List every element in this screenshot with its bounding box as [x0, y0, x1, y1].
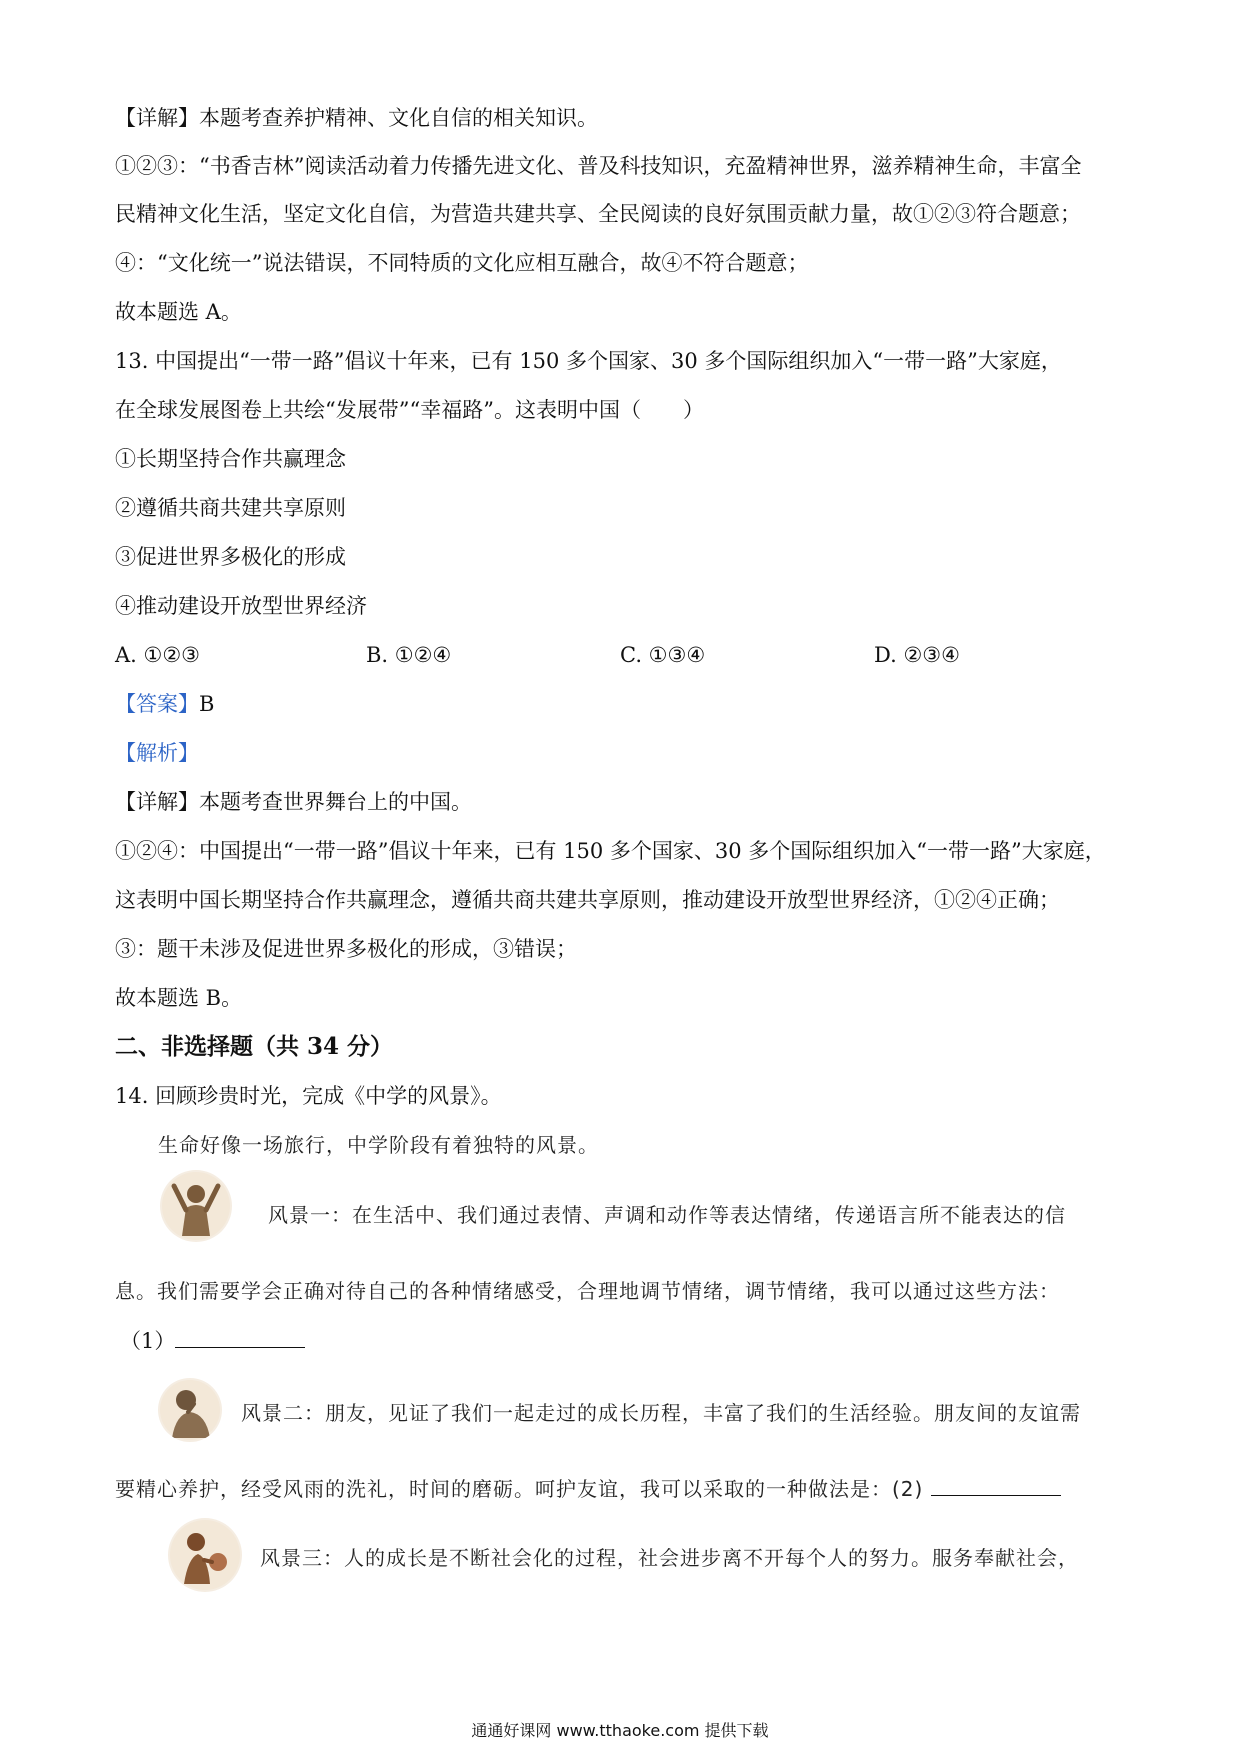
conclusion-line: 故本题选 B。: [115, 986, 243, 1010]
detail-line: ①②④：中国提出“一带一路”倡议十年来，已有 150 多个国家、30 多个国际组织加入“一带一路”大家庭，: [115, 839, 1106, 863]
explanation-line: ①②③：“书香吉林”阅读活动着力传播先进文化、普及科技知识，充盈精神世界，滋养精神生命，丰富全: [115, 154, 1082, 178]
answer-line: [115, 689, 214, 719]
scene-one-illustration: [160, 1170, 232, 1242]
option-c: C. ①③④: [620, 643, 706, 667]
scene-one-text: 风景一：在生活中、我们通过表情、声调和动作等表达情绪，传递语言所不能表达的信: [268, 1203, 1066, 1227]
page-footer: 通通好课网 www.tthaoke.com 提供下载: [471, 1721, 769, 1740]
scene-three-text: 风景三：人的成长是不断社会化的过程，社会进步离不开每个人的努力。服务奉献社会，: [260, 1546, 1079, 1570]
question-13-item: ④推动建设开放型世界经济: [115, 594, 367, 618]
scene-two-prompt: 要精心养护，经受风雨的洗礼，时间的磨砺。呵护友谊，我可以采取的一种做法是：(2): [115, 1477, 924, 1501]
question-14-stem: 14. 回顾珍贵时光，完成《中学的风景》。: [115, 1084, 502, 1108]
scene-two-text: [115, 1473, 1061, 1504]
detail-line: 【详解】本题考查养护精神、文化自信的相关知识。: [115, 106, 598, 130]
question-13-stem: 13. 中国提出“一带一路”倡议十年来，已有 150 多个国家、30 多个国际组织加入“一带一路”大家庭，: [115, 349, 1062, 373]
detail-line: 这表明中国长期坚持合作共赢理念，遵循共商共建共享原则，推动建设开放型世界经济，①②④正确；: [115, 888, 1060, 912]
blank-1-label: （1）: [120, 1329, 176, 1353]
question-13-item: ③促进世界多极化的形成: [115, 545, 346, 569]
analysis-label: 【解析】: [115, 741, 199, 765]
scene-intro: 生命好像一场旅行，中学阶段有着独特的风景。: [158, 1133, 599, 1157]
option-b: B. ①②④: [366, 643, 452, 667]
blank-2-line: [931, 1473, 1061, 1496]
detail-line: ③：题干未涉及促进世界多极化的形成，③错误；: [115, 937, 577, 961]
question-13-item: ①长期坚持合作共赢理念: [115, 447, 346, 471]
detail-line: 【详解】本题考查世界舞台上的中国。: [115, 790, 472, 814]
explanation-line: ④：“文化统一”说法错误，不同特质的文化应相互融合，故④不符合题意；: [115, 251, 809, 275]
conclusion-line: 故本题选 A。: [115, 300, 242, 324]
option-d: D. ②③④: [874, 643, 960, 667]
scene-two-text: 风景二：朋友，见证了我们一起走过的成长历程，丰富了我们的生活经验。朋友间的友谊需: [241, 1401, 1081, 1425]
answer-label: 【答案】: [115, 692, 199, 716]
explanation-line: 民精神文化生活，坚定文化自信，为营造共建共享、全民阅读的良好氛围贡献力量，故①②③符合题意；: [115, 202, 1081, 226]
scene-one-text: 息。我们需要学会正确对待自己的各种情绪感受，合理地调节情绪，调节情绪，我可以通过这些方法：: [115, 1279, 1060, 1303]
scene-two-illustration: [158, 1378, 222, 1442]
answer-value: B: [199, 692, 215, 716]
question-13-stem: 在全球发展图卷上共绘“发展带”“幸福路”。这表明中国（ ）: [115, 398, 704, 422]
scene-three-illustration: [168, 1518, 242, 1592]
option-a: A. ①②③: [115, 643, 200, 667]
blank-1-line: [175, 1325, 305, 1348]
blank-1: [120, 1325, 305, 1356]
section-heading: 二、非选择题（共 34 分）: [115, 1033, 394, 1060]
question-13-item: ②遵循共商共建共享原则: [115, 496, 346, 520]
